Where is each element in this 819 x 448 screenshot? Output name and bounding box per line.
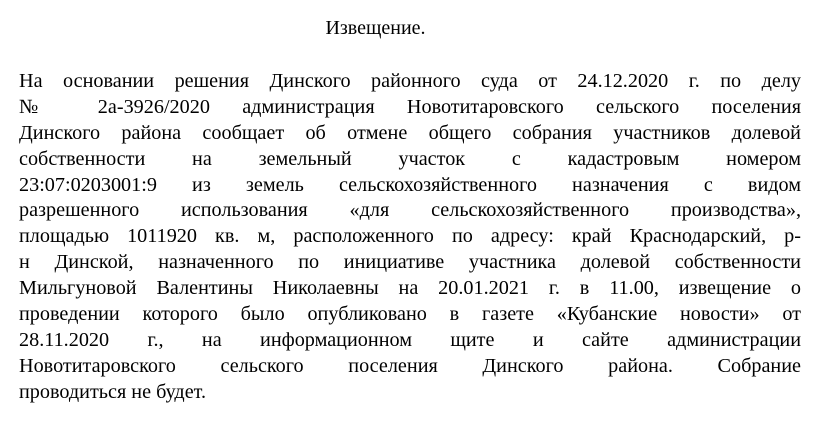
document-title-text: Извещение. [325,17,426,39]
notice-paragraph [19,69,801,406]
document-title [0,16,819,40]
paragraph-line: Мильгуновой Валентины Николаевны на 20.01.2021 г. в 11.00, извещение о [19,277,801,300]
paragraph-line: собственности на земельный участок с кадастровым номером [19,147,801,170]
paragraph-line: проводиться не будет. [19,380,207,403]
paragraph-line: На основании решения Динского районного суда от 24.12.2020 г. по делу [19,70,801,92]
paragraph-line: 28.11.2020 г., на информационном щите и сайте администрации [19,328,801,351]
paragraph-line: Новотитаровского сельского поселения Динского района. Собрание [19,354,801,377]
paragraph-line: разрешенного использования «для сельскохозяйственного производства», [19,199,801,222]
paragraph-line: н Динской, назначенного по инициативе участника долевой собственности [19,251,801,274]
paragraph-line: Динского района сообщает об отмене общего собрания участников долевой [19,121,801,144]
paragraph-line: 23:07:0203001:9 из земель сельскохозяйственного назначения с видом [19,173,801,196]
paragraph-line: площадью 1011920 кв. м, расположенного по адресу: край Краснодарский, р- [19,225,801,248]
paragraph-line: № 2а-3926/2020 администрация Новотитаровского сельского поселения [19,95,801,118]
paragraph-line: проведении которого было опубликовано в газете «Кубанские новости» от [19,303,801,326]
